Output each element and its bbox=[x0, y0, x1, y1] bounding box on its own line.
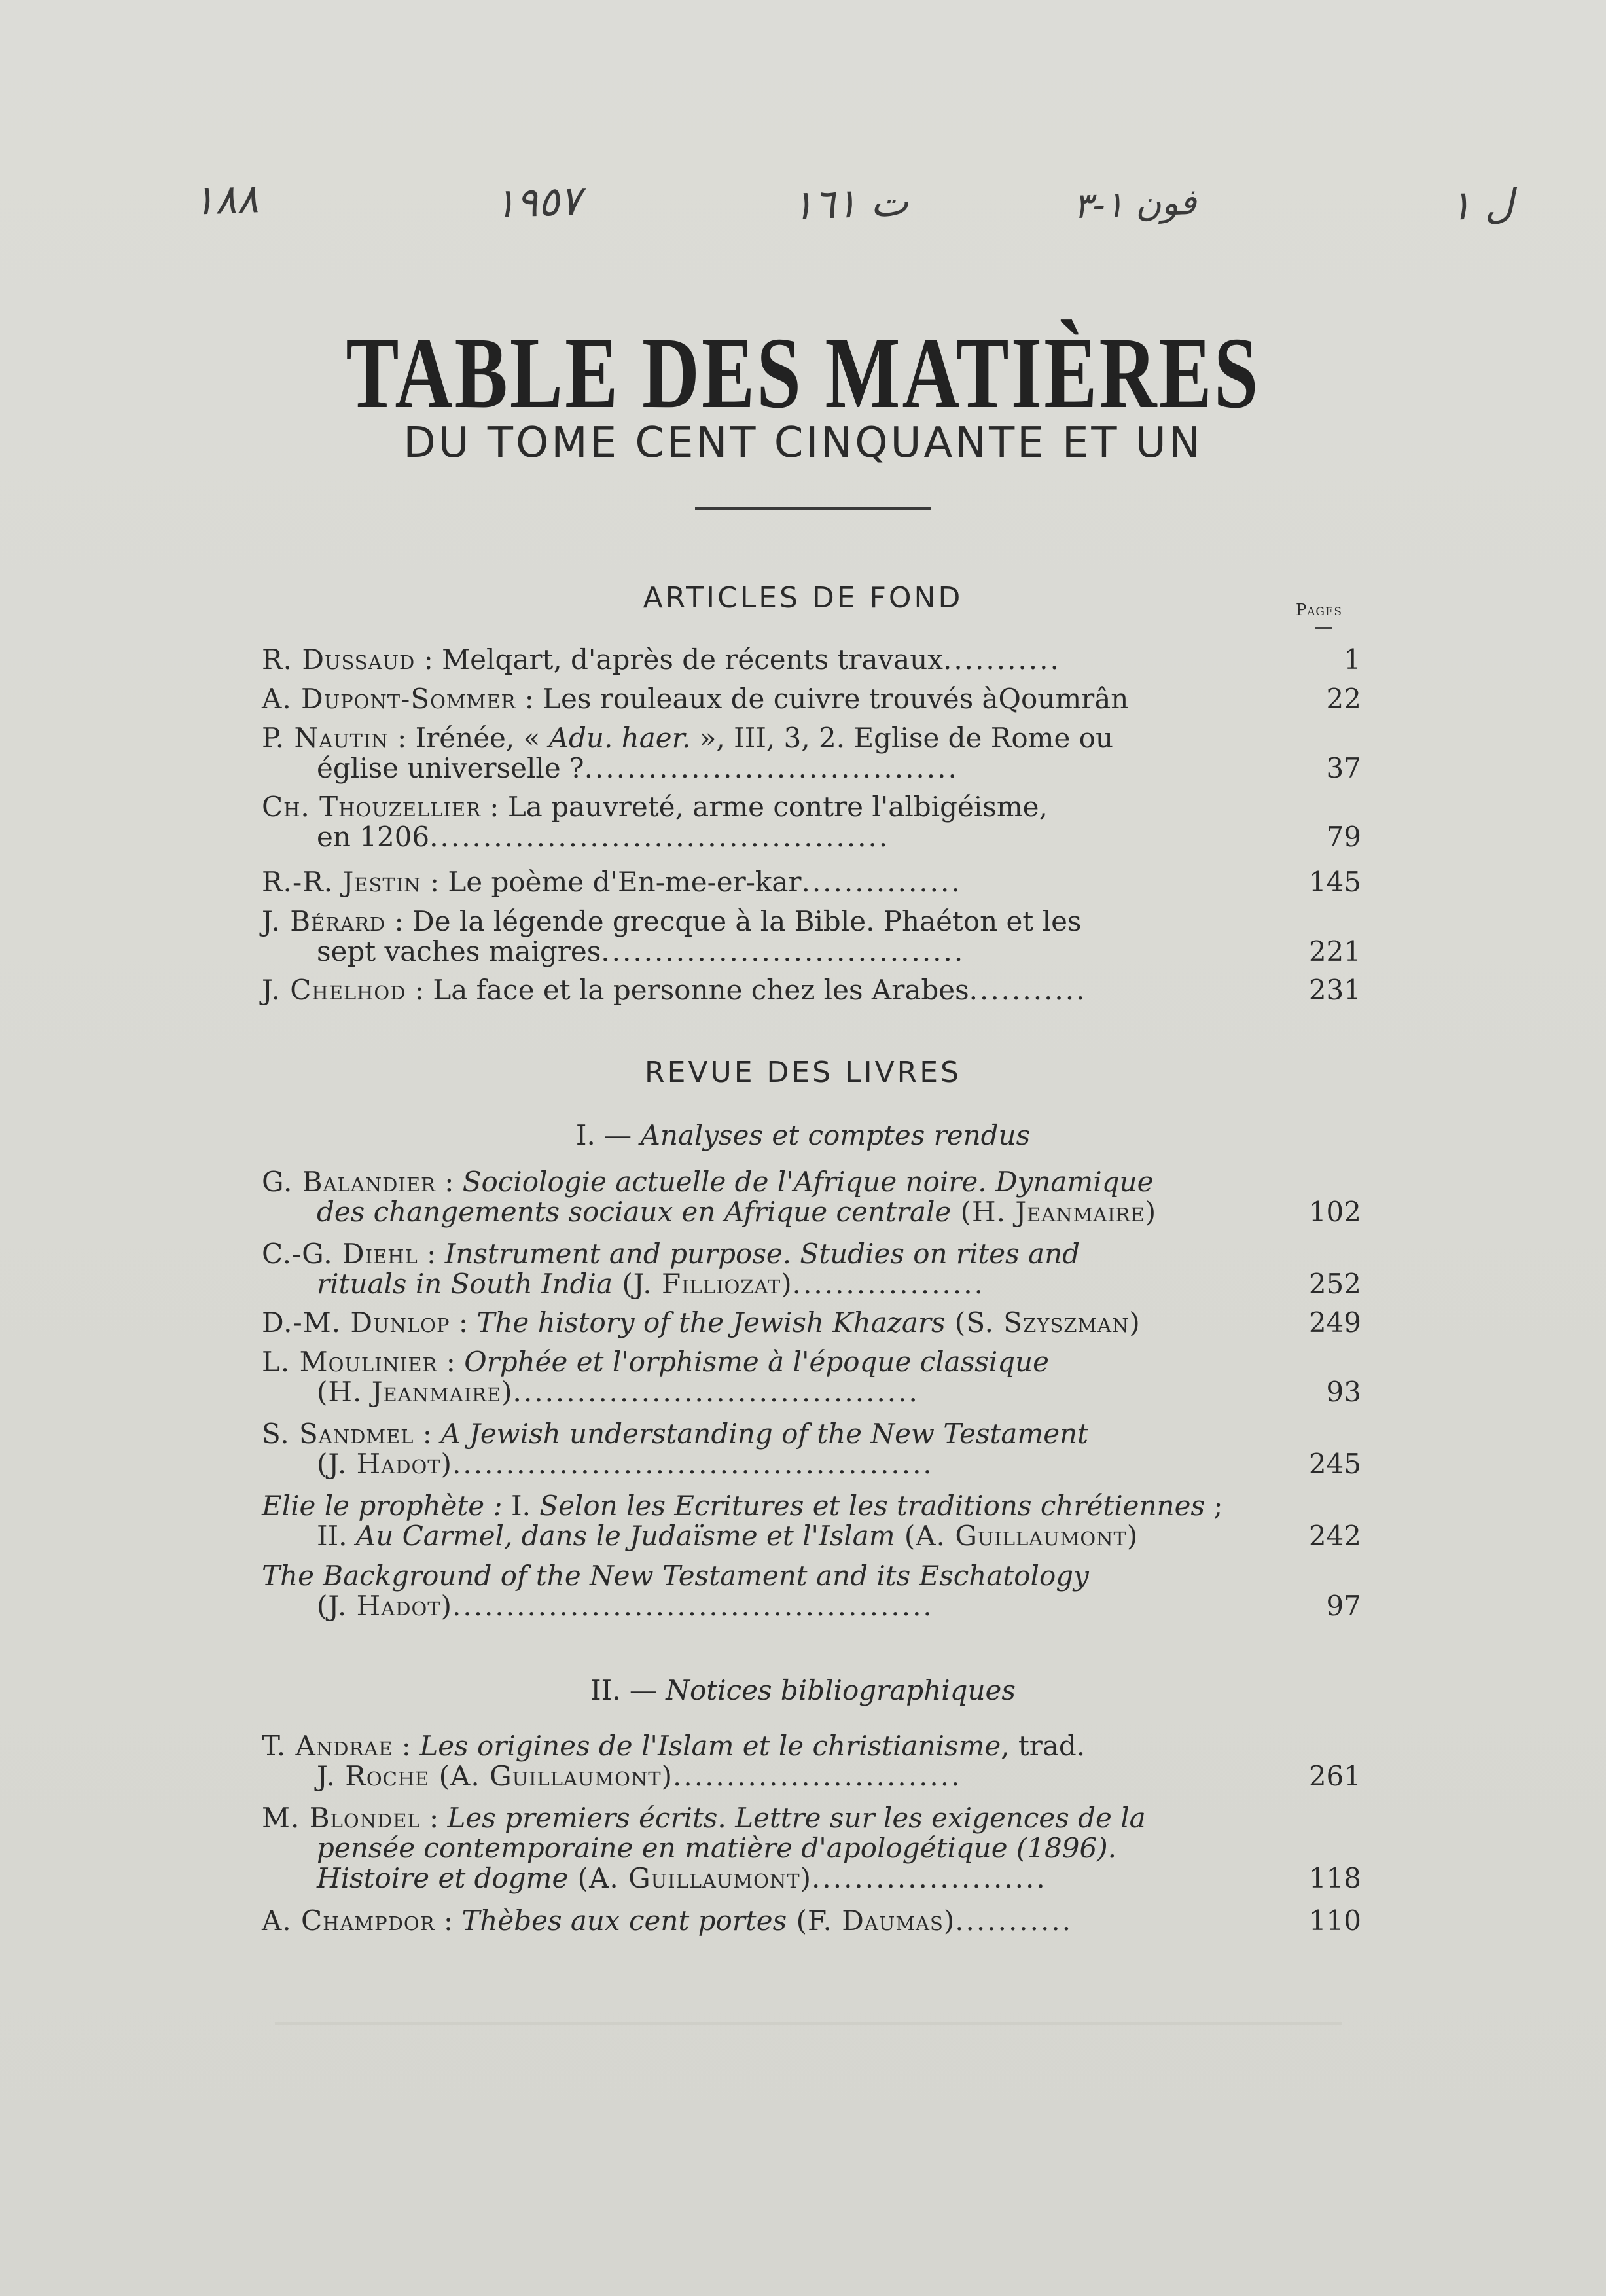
toc-entry: Elie le prophète : I. Selon les Ecritures et les traditions chrétiennes ; II. Au Carmel, dans le Judaïsme et l'Islam (A. Guillaumont) 242 bbox=[262, 1490, 1361, 1552]
entry-page: 79 bbox=[1326, 821, 1361, 853]
entry-page: 221 bbox=[1308, 935, 1361, 967]
toc-entry: R. Dussaud : Melqart, d'après de récents travaux........... 1 bbox=[262, 643, 1361, 675]
toc-entry: Ch. Thouzellier : La pauvreté, arme contre l'albigéisme, en 1206........................................... 79 bbox=[262, 791, 1361, 853]
handwritten-note-1: ١٨٨ bbox=[192, 174, 260, 224]
toc-entry: J. Chelhod : La face et la personne chez les Arabes........... 231 bbox=[262, 974, 1361, 1006]
handwritten-note-4: فون ١-٣ bbox=[1072, 181, 1198, 227]
toc-entry: D.-M. Dunlop : The history of the Jewish Khazars (S. Szyszman) 249 bbox=[262, 1306, 1361, 1338]
entry-page: 252 bbox=[1308, 1268, 1361, 1300]
entry-page: 37 bbox=[1326, 752, 1361, 784]
part2-heading: II. — Notices bibliographiques bbox=[590, 1674, 1016, 1706]
toc-entry: L. Moulinier : Orphée et l'orphisme à l'époque classique (H. Jeanmaire)...................................... 93 bbox=[262, 1346, 1361, 1408]
pages-underline bbox=[1315, 627, 1332, 629]
page-subtitle: DU TOME CENT CINQUANTE ET UN bbox=[403, 419, 1203, 467]
toc-entry: A. Dupont-Sommer : Les rouleaux de cuivre trouvés àQoumrân 22 bbox=[262, 683, 1361, 715]
toc-entry: J. Bérard : De la légende grecque à la Bible. Phaéton et les sept vaches maigres.................................. 221 bbox=[262, 905, 1361, 967]
entry-page: 231 bbox=[1308, 974, 1361, 1006]
entry-author: J. Bérard bbox=[262, 905, 386, 937]
entry-page: 261 bbox=[1308, 1760, 1361, 1792]
entry-page: 22 bbox=[1326, 683, 1361, 715]
pages-column-label: Pages bbox=[1296, 601, 1343, 619]
toc-entry: R.-R. Jestin : Le poème d'En-me-er-kar............... 145 bbox=[262, 866, 1361, 898]
entry-page: 245 bbox=[1308, 1448, 1361, 1480]
entry-author: Ch. Thouzellier bbox=[262, 791, 481, 823]
handwritten-note-2: ١٩٥٧ bbox=[493, 176, 582, 228]
entry-title: Melqart, d'après de récents travaux bbox=[442, 643, 943, 675]
page-title: TABLE DES MATIÈRES bbox=[346, 316, 1260, 429]
entry-page: 118 bbox=[1308, 1862, 1361, 1894]
entry-author: R.-R. Jestin bbox=[262, 866, 421, 898]
entry-page: 97 bbox=[1326, 1590, 1361, 1622]
toc-entry: G. Balandier : Sociologie actuelle de l'Afrique noire. Dynamique des changements sociaux en Afrique centrale (H. Jeanmaire) 102 bbox=[262, 1166, 1361, 1228]
entry-author: R. Dussaud bbox=[262, 643, 416, 675]
revue-heading: REVUE DES LIVRES bbox=[645, 1056, 961, 1089]
toc-entry: T. Andrae : Les origines de l'Islam et le christianisme, trad. J. Roche (A. Guillaumont)........................... 261 bbox=[262, 1730, 1361, 1792]
entry-author: J. Chelhod bbox=[262, 974, 406, 1006]
entry-author: P. Nautin bbox=[262, 722, 389, 754]
toc-entry: The Background of the New Testament and its Eschatology (J. Hadot)............................................. 97 bbox=[262, 1560, 1361, 1622]
entry-page: 1 bbox=[1344, 643, 1361, 675]
toc-entry: A. Champdor : Thèbes aux cent portes (F. Daumas)........... 110 bbox=[262, 1905, 1361, 1937]
handwritten-annotations bbox=[0, 164, 1606, 242]
title-divider bbox=[695, 507, 931, 510]
entry-page: 242 bbox=[1308, 1520, 1361, 1552]
toc-entry: M. Blondel : Les premiers écrits. Lettre sur les exigences de la pensée contemporaine en matière d'apologétique (1896). Histoire et dogme (A. Guillaumont)...................... 118 bbox=[262, 1802, 1361, 1894]
toc-entry: P. Nautin : Irénée, « Adu. haer. », III, 3, 2. Eglise de Rome ou église universelle ?................................... 37 bbox=[262, 722, 1361, 784]
articles-heading: ARTICLES DE FOND bbox=[643, 581, 963, 615]
entry-page: 102 bbox=[1308, 1196, 1361, 1228]
handwritten-note-5: ل ١ bbox=[1448, 179, 1515, 230]
entry-page: 93 bbox=[1326, 1376, 1361, 1408]
entry-page: 249 bbox=[1308, 1306, 1361, 1338]
part1-heading: I. — Analyses et comptes rendus bbox=[575, 1119, 1031, 1151]
toc-entry: S. Sandmel : A Jewish understanding of the New Testament (J. Hadot)............................................. 245 bbox=[262, 1418, 1361, 1480]
entry-author: A. Dupont-Sommer bbox=[262, 683, 516, 715]
handwritten-note-3: ت ١٦١ bbox=[791, 177, 910, 230]
entry-page: 145 bbox=[1308, 866, 1361, 898]
entry-title: Les rouleaux de cuivre trouvés àQoumrân bbox=[543, 683, 1129, 715]
toc-entry: C.-G. Diehl : Instrument and purpose. Studies on rites and rituals in South India (J. Filliozat).................. 252 bbox=[262, 1238, 1361, 1300]
bleed-through-rule bbox=[275, 2022, 1342, 2025]
entry-page: 110 bbox=[1308, 1905, 1361, 1937]
